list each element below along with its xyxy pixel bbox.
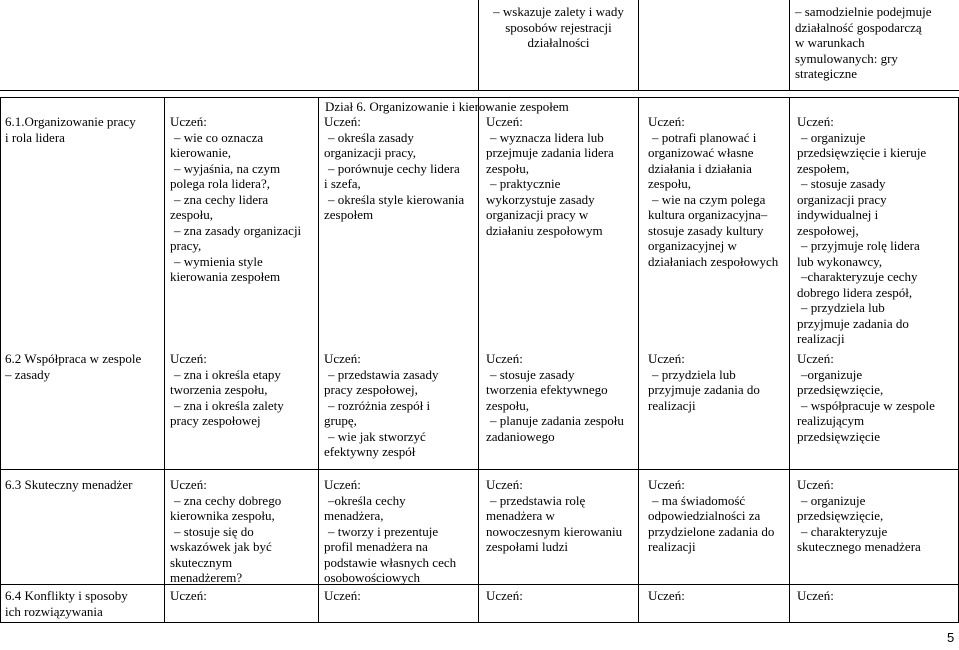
row-divider <box>0 622 959 623</box>
cell-6-1-col3: Uczeń: – określa zasady organizacji pracy, – porównuje cechy lidera i szefa, – określa style kierowania zespołem <box>324 114 465 222</box>
topic-6-4: 6.4 Konflikty i sposoby ich rozwiązywania <box>5 588 128 619</box>
row-divider <box>0 469 959 470</box>
section-title: Dział 6. Organizowanie i kierowanie zespołem <box>325 99 569 114</box>
column-divider <box>0 97 1 623</box>
cell-6-2-col6: Uczeń: –organizuje przedsięwzięcie, – współpracuje w zespole realizującym przedsięwzięcie <box>797 351 935 444</box>
text-line: strategiczne <box>795 66 858 81</box>
cell-6-2-col5: Uczeń: – przydziela lub przyjmuje zadania do realizacji <box>648 351 760 413</box>
cell-6-1-col6: Uczeń: – organizuje przedsięwzięcie i kieruje zespołem, – stosuje zasady organizacji pracy indywidualnej i zespołowej, – przyjmuje rolę lidera lub wykonawcy, –charakteryzuje cechy dobrego lidera zespół, – przydziela lub przyjmuje zadania do realizacji <box>797 114 927 346</box>
column-divider <box>638 97 639 623</box>
column-divider <box>318 97 319 623</box>
text-line: sposobów rejestracji <box>505 19 612 35</box>
top-cell-col7 <box>795 4 957 82</box>
text-line: – samodzielnie podejmuje <box>795 4 932 19</box>
column-divider <box>789 97 790 623</box>
cell-6-4-col6: Uczeń: <box>797 588 834 603</box>
cell-6-3-col3: Uczeń: –określa cechy menadżera, – tworzy i prezentuje profil menadżera na podstawie własnych cech osobowościowych <box>324 477 457 585</box>
column-divider <box>478 97 479 623</box>
cell-6-4-col4: Uczeń: <box>486 588 523 603</box>
cell-6-3-col6: Uczeń: – organizuje przedsięwzięcie, – charakteryzuje skutecznego menadżera <box>797 477 921 554</box>
topic-6-2: 6.2 Współpraca w zespole – zasady <box>5 351 142 382</box>
row-divider <box>0 90 959 91</box>
cell-6-1-col4: Uczeń: – wyznacza lidera lub przejmuje zadania lidera zespołu, – praktycznie wykorzystuje zasady organizacji pracy w działaniu zespołowym <box>486 114 614 238</box>
column-divider <box>638 0 639 91</box>
cell-6-3-col4: Uczeń: – przedstawia rolę menadżera w nowoczesnym kierowaniu zespołami ludzi <box>486 477 623 554</box>
cell-6-4-col5: Uczeń: <box>648 588 685 603</box>
topic-6-1: 6.1.Organizowanie pracy i rola lidera <box>5 114 136 145</box>
text-line: w warunkach <box>795 35 865 50</box>
text-line: – wskazuje zalety i wady <box>493 4 624 19</box>
cell-6-4-col2: Uczeń: <box>170 588 207 603</box>
topic-6-3: 6.3 Skuteczny menadżer <box>5 477 133 492</box>
cell-6-1-col5: Uczeń: – potrafi planować i organizować własne działania i działania zespołu, – wie na czym polega kultura organizacyjna– stosuje zasady kultury organizacyjnej w działaniach zespołowych <box>648 114 779 269</box>
top-cell-col4 <box>479 4 638 51</box>
cell-6-1-col2: Uczeń: – wie co oznacza kierowanie, – wyjaśnia, na czym polega rola lidera?, – zna cechy lidera zespołu, – zna zasady organizacji pracy, – wymienia style kierowania zespołem <box>170 114 302 284</box>
text-line: działalność gospodarczą <box>795 19 922 35</box>
cell-6-3-col2: Uczeń: – zna cechy dobrego kierownika zespołu, – stosuje się do wskazówek jak być skutecznym menadżerem? <box>170 477 282 585</box>
page-number: 5 <box>947 630 955 645</box>
cell-6-4-col3: Uczeń: <box>324 588 361 603</box>
cell-6-2-col4: Uczeń: – stosuje zasady tworzenia efektywnego zespołu, – planuje zadania zespołu zadaniowego <box>486 351 624 444</box>
row-divider <box>0 584 959 585</box>
row-divider <box>0 97 959 98</box>
cell-6-2-col3: Uczeń: – przedstawia zasady pracy zespołowej, – rozróżnia zespół i grupę, – wie jak stworzyć efektywny zespół <box>324 351 439 459</box>
column-divider <box>789 0 790 91</box>
cell-6-2-col2: Uczeń: – zna i określa etapy tworzenia zespołu, – zna i określa zalety pracy zespołowej <box>170 351 284 428</box>
text-line: symulowanych: gry <box>795 50 898 66</box>
column-divider <box>164 97 165 623</box>
cell-6-3-col5: Uczeń: – ma świadomość odpowiedzialności za przydzielone zadania do realizacji <box>648 477 775 554</box>
text-line: działalności <box>527 35 590 50</box>
